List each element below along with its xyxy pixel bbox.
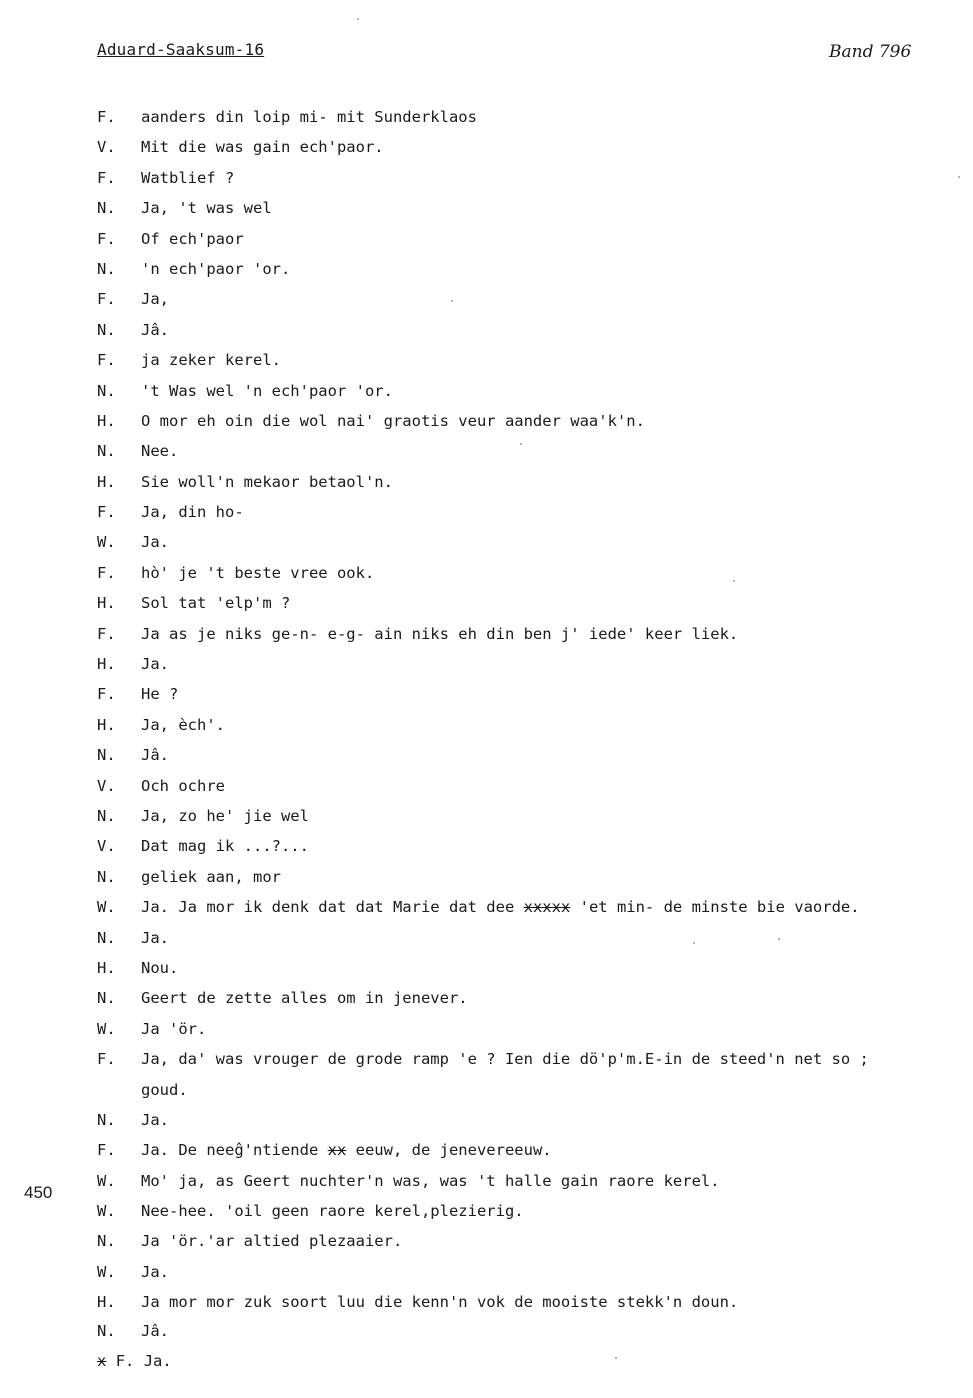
transcript-line xyxy=(97,619,973,649)
utterance-text: Nee. xyxy=(141,442,179,461)
utterance-text: Ja. xyxy=(141,533,169,552)
utterance-text: Sol tat 'elp'm ? xyxy=(141,594,291,613)
speaker-label: W. xyxy=(97,1019,116,1038)
speaker-label: W. xyxy=(97,533,116,552)
band-number: Band 796 xyxy=(829,42,912,62)
utterance-text: Ja. xyxy=(141,1262,169,1281)
scan-speck xyxy=(958,176,960,178)
transcript-line xyxy=(97,345,973,375)
utterance-text: Nee-hee. 'oil geen raore kerel,plezierig. xyxy=(141,1202,524,1221)
transcript-line xyxy=(97,831,973,861)
utterance-text: Ja, 't was wel xyxy=(141,199,272,218)
speaker-label: N. xyxy=(97,1321,116,1340)
speaker-label: F. xyxy=(97,1050,116,1069)
transcript-line xyxy=(97,224,973,254)
transcript-line xyxy=(97,558,973,588)
struck-out-text: xx xyxy=(327,1141,347,1160)
utterance-text: Ja, da' was vrouger de grode ramp 'e ? Ien die dö'p'm.E-in de steed'n net so ; xyxy=(141,1050,869,1069)
transcript-line xyxy=(97,284,973,314)
speaker-label: H. xyxy=(97,958,116,977)
scan-speck xyxy=(357,18,359,20)
speaker-label: F. xyxy=(97,290,116,309)
speaker-label: W. xyxy=(97,1202,116,1221)
transcript-line xyxy=(97,953,973,983)
utterance-text: Och ochre xyxy=(141,776,225,795)
transcript-line xyxy=(97,406,973,436)
speaker-label: F. xyxy=(97,685,116,704)
transcript-line xyxy=(97,193,973,223)
transcript-line xyxy=(97,1196,973,1226)
utterance-text: Geert de zette alles om in jenever. xyxy=(141,989,468,1008)
transcript-line xyxy=(97,1318,973,1344)
speaker-label: N. xyxy=(97,1110,116,1129)
utterance-text: O mor eh oin die wol nai' graotis veur aander waa'k'n. xyxy=(141,411,645,430)
utterance-fragment: Ja. De neeĝ'ntiende xyxy=(141,1141,328,1160)
speaker-label: F. xyxy=(97,624,116,643)
transcript-line xyxy=(97,983,973,1013)
utterance-text: Of ech'paor xyxy=(141,229,244,248)
speaker-label: F. xyxy=(97,1141,116,1160)
transcript-line xyxy=(97,1287,973,1317)
utterance-text: Ja. xyxy=(141,655,169,674)
transcript-line xyxy=(97,1135,973,1165)
utterance-text: Mo' ja, as Geert nuchter'n was, was 't halle gain raore kerel. xyxy=(141,1171,720,1190)
transcript-line xyxy=(97,1014,973,1044)
transcript-line xyxy=(97,376,973,406)
scan-speck xyxy=(451,300,453,302)
transcript-line xyxy=(97,1105,973,1135)
transcript-body xyxy=(97,102,973,1344)
speaker-label: N. xyxy=(97,199,116,218)
final-line xyxy=(97,1352,172,1370)
utterance-text: Watblief ? xyxy=(141,168,235,187)
utterance-text: Ja as je niks ge-n- e-g- ain niks eh din ben j' iede' keer liek. xyxy=(141,624,739,643)
speaker-label: H. xyxy=(97,472,116,491)
transcript-line xyxy=(97,710,973,740)
speaker-label: F. xyxy=(97,108,116,126)
utterance-text: He ? xyxy=(141,685,179,704)
struck-out-text: xxxxx xyxy=(523,898,571,917)
transcript-line xyxy=(97,1044,973,1074)
scan-speck xyxy=(778,938,780,940)
speaker-label: N. xyxy=(97,928,116,947)
speaker-label: N. xyxy=(97,320,116,339)
scan-speck xyxy=(520,443,522,445)
speaker-label: W. xyxy=(97,1262,116,1281)
utterance-text xyxy=(141,892,860,922)
speaker-label: N. xyxy=(97,989,116,1008)
transcript-line xyxy=(97,771,973,801)
utterance-text xyxy=(141,1135,552,1165)
speaker-label: N. xyxy=(97,259,116,278)
utterance-text: Ja, èch'. xyxy=(141,715,225,734)
struck-mark: x xyxy=(97,1352,107,1370)
transcript-line xyxy=(97,315,973,345)
utterance-fragment: 'et min- de minste bie vaorde. xyxy=(570,898,860,917)
speaker-label: N. xyxy=(97,442,116,461)
final-text: Ja. xyxy=(143,1352,172,1370)
utterance-text: 't Was wel 'n ech'paor 'or. xyxy=(141,381,393,400)
speaker-label: H. xyxy=(97,655,116,674)
transcript-line xyxy=(97,801,973,831)
utterance-text: Ja, din ho- xyxy=(141,503,244,522)
speaker-label: V. xyxy=(97,138,116,157)
utterance-text: aanders din loip mi- mit Sunderklaos xyxy=(141,108,477,126)
transcript-line xyxy=(97,163,973,193)
speaker-label: H. xyxy=(97,411,116,430)
transcript-line xyxy=(97,679,973,709)
utterance-text: Ja, xyxy=(141,290,169,309)
document-title: Aduard-Saaksum-16 xyxy=(97,40,265,59)
utterance-text: Mit die was gain ech'paor. xyxy=(141,138,384,157)
speaker-label: N. xyxy=(97,867,116,886)
speaker-label: W. xyxy=(97,898,116,917)
transcript-line xyxy=(97,1166,973,1196)
utterance-text: hò' je 't beste vree ook. xyxy=(141,563,375,582)
utterance-text: Ja, zo he' jie wel xyxy=(141,806,309,825)
margin-page-number: 450 xyxy=(24,1183,53,1202)
utterance-text: Jâ. xyxy=(141,320,169,339)
transcript-line xyxy=(97,132,973,162)
speaker-label: H. xyxy=(97,1293,116,1312)
speaker-label: W. xyxy=(97,1171,116,1190)
utterance-text: geliek aan, mor xyxy=(141,867,281,886)
speaker-label: V. xyxy=(97,837,116,856)
scan-speck xyxy=(693,942,695,944)
utterance-fragment: Ja. Ja mor ik denk dat dat Marie dat dee xyxy=(141,898,524,917)
speaker-label: N. xyxy=(97,746,116,765)
speaker-label: F. xyxy=(97,168,116,187)
utterance-text: Sie woll'n mekaor betaol'n. xyxy=(141,472,393,491)
transcript-line xyxy=(97,102,973,132)
transcript-line xyxy=(97,649,973,679)
speaker-label: F. xyxy=(97,351,116,370)
utterance-text: Ja mor mor zuk soort luu die kenn'n vok de mooiste stekk'n doun. xyxy=(141,1293,739,1312)
speaker-label: N. xyxy=(97,381,116,400)
speaker-label: F. xyxy=(97,503,116,522)
utterance-text: ja zeker kerel. xyxy=(141,351,281,370)
speaker-label: H. xyxy=(97,594,116,613)
transcript-line xyxy=(97,467,973,497)
transcript-line xyxy=(97,497,973,527)
transcript-line xyxy=(97,892,973,922)
transcript-line xyxy=(97,862,973,892)
speaker-label: V. xyxy=(97,776,116,795)
utterance-text: goud. xyxy=(141,1080,188,1099)
transcript-line xyxy=(97,254,973,284)
utterance-text: Ja. xyxy=(141,1110,169,1129)
utterance-text: Nou. xyxy=(141,958,179,977)
transcript-line xyxy=(97,1226,973,1256)
utterance-text: Ja 'ör. xyxy=(141,1019,207,1038)
transcript-line xyxy=(97,740,973,770)
utterance-text: Jâ. xyxy=(141,1321,169,1340)
utterance-text: Ja. xyxy=(141,928,169,947)
transcript-line xyxy=(97,1257,973,1287)
speaker-label: N. xyxy=(97,806,116,825)
scan-speck xyxy=(615,1357,617,1359)
final-speaker: F. xyxy=(115,1352,135,1370)
utterance-text: Ja 'ör.'ar altied plezaaier. xyxy=(141,1232,403,1251)
transcript-line xyxy=(97,923,973,953)
utterance-fragment: eeuw, de jenevereeuw. xyxy=(346,1141,552,1160)
transcript-line xyxy=(97,1075,973,1105)
transcript-line xyxy=(97,588,973,618)
speaker-label: F. xyxy=(97,229,116,248)
scan-speck xyxy=(733,580,735,582)
speaker-label: N. xyxy=(97,1232,116,1251)
transcript-line xyxy=(97,436,973,466)
utterance-text: Dat mag ik ...?... xyxy=(141,837,309,856)
utterance-text: Jâ. xyxy=(141,746,169,765)
speaker-label: F. xyxy=(97,563,116,582)
utterance-text: 'n ech'paor 'or. xyxy=(141,259,291,278)
transcript-line xyxy=(97,527,973,557)
speaker-label: H. xyxy=(97,715,116,734)
